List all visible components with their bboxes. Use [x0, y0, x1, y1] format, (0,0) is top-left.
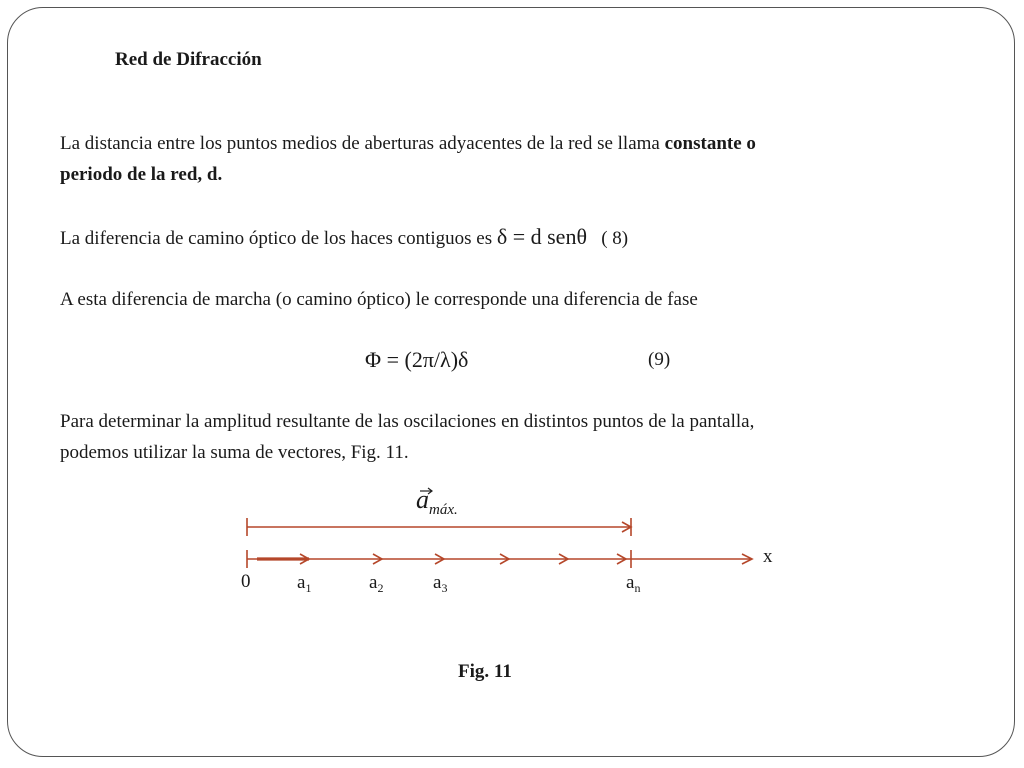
label-an: $a_n$	[626, 572, 641, 595]
paragraph-2: La diferencia de camino óptico de los haces contiguos es δ = d senθ ( 8)	[60, 224, 629, 249]
paragraph-4-line-1: Para determinar la amplitud resultante de las oscilaciones en distintos puntos de la pantalla,	[60, 411, 755, 432]
label-a1: $a_1$	[297, 572, 312, 595]
paragraph-3: A esta diferencia de marcha (o camino óptico) le corresponde una diferencia de fase	[60, 289, 698, 310]
figure-caption: Fig. 11	[458, 661, 512, 682]
x-axis-label: x	[763, 546, 773, 567]
phase-equation: Φ = (2π/λ)δ	[365, 347, 469, 372]
equation-number-8: ( 8)	[601, 228, 629, 249]
amax-label: $a_{máx.}$	[416, 485, 458, 518]
origin-label: 0	[241, 571, 251, 592]
label-a2: $a_2$	[369, 572, 384, 595]
slide-title: Red de Difracción	[115, 49, 262, 70]
paragraph-4-line-2: podemos utilizar la suma de vectores, Fig. 11.	[60, 442, 409, 463]
label-a3: $a_3$	[433, 572, 448, 595]
paragraph-1-line-1: La distancia entre los puntos medios de aberturas adyacentes de la red se llama constante o	[60, 133, 756, 154]
term-constante: constante o	[664, 133, 756, 154]
equation-number-9: (9)	[648, 349, 671, 370]
paragraph-1-line-2: periodo de la red, d.	[60, 164, 223, 185]
path-difference-formula: δ = d senθ	[496, 224, 587, 249]
